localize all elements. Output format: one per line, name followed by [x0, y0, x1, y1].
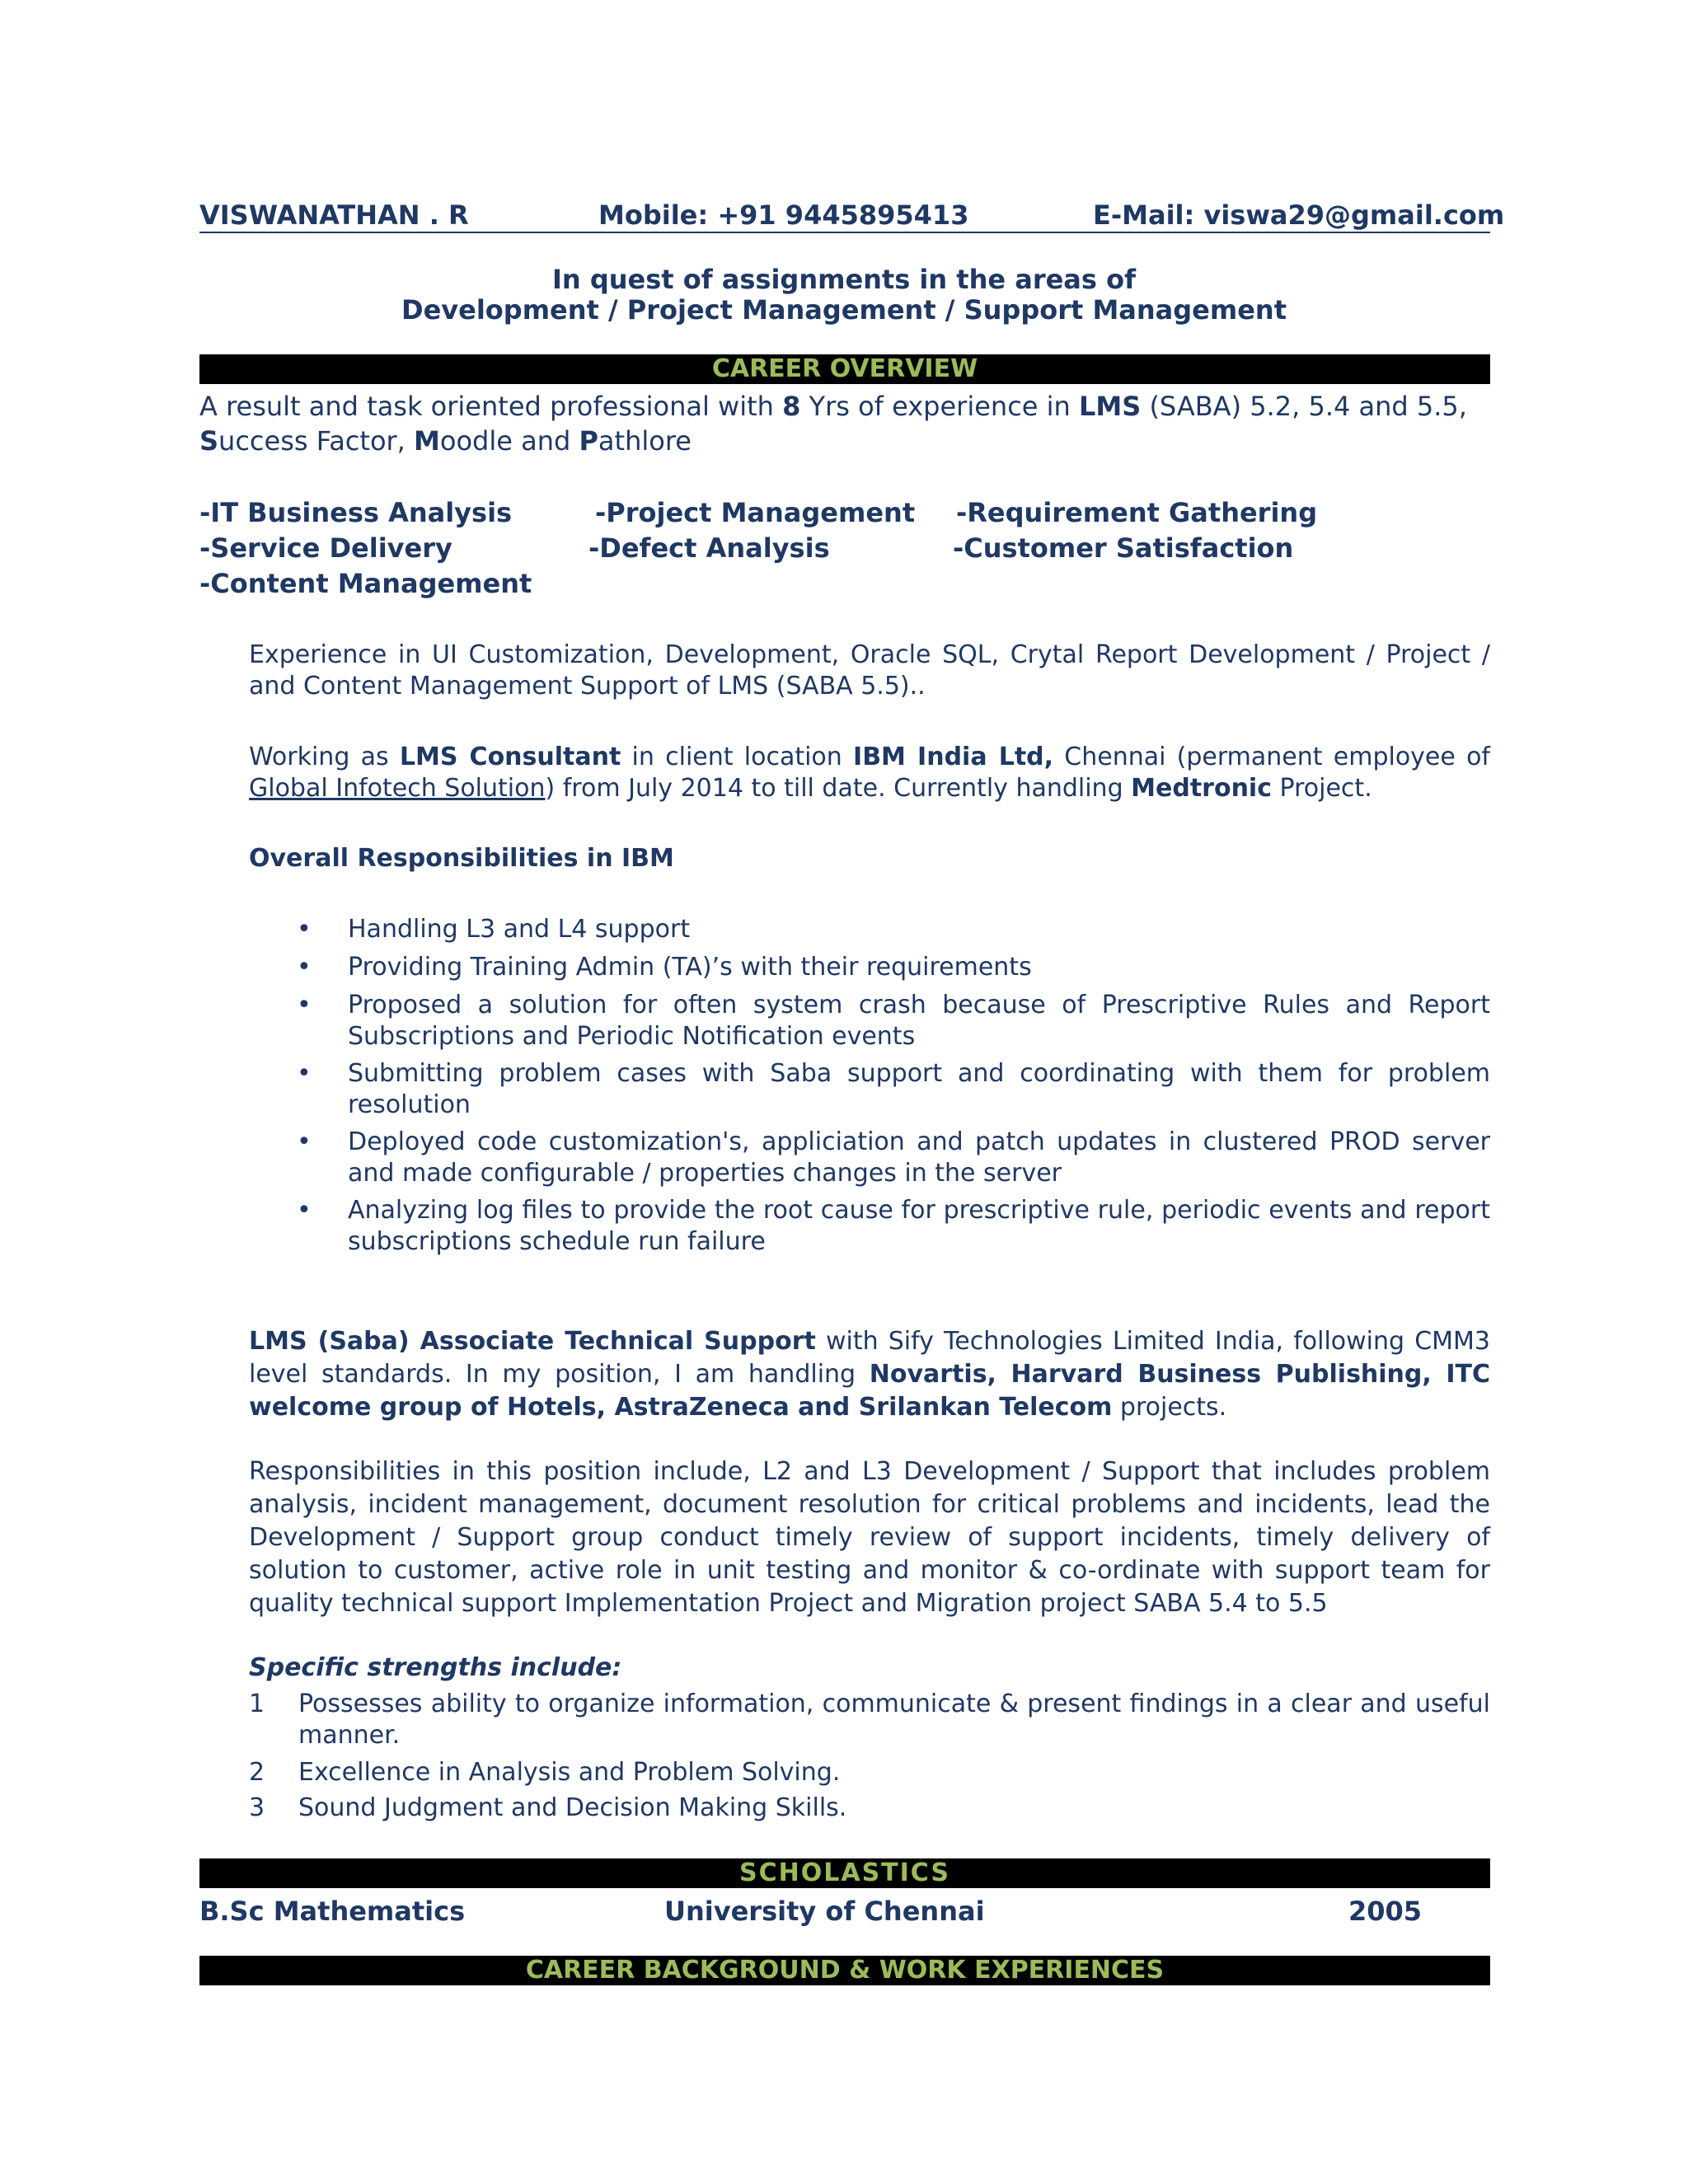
email-address: E-Mail: viswa29@gmail.com — [1093, 199, 1505, 231]
career-overview-heading: CAREER OVERVIEW — [199, 354, 1490, 384]
skill-item: -IT Business Analysis — [199, 497, 513, 528]
bullet-icon: • — [297, 991, 312, 1019]
candidate-name: VISWANATHAN . R — [199, 199, 469, 231]
employer-link: Global Infotech Solution — [249, 774, 546, 803]
mobile-number: Mobile: +91 9445895413 — [598, 199, 969, 231]
list-item: Submitting problem cases with Saba support and coordinating with them for problem resolution — [348, 1059, 1490, 1119]
overview-intro: A result and task oriented professional with 8 Yrs of experience in LMS (SABA) 5.2, 5.4 and 5.5, — [199, 391, 1467, 422]
bullet-icon: • — [297, 915, 312, 944]
objective-line-1: In quest of assignments in the areas of — [552, 264, 1136, 295]
skill-item: -Content Management — [199, 568, 532, 599]
strengths-heading: Specific strengths include: — [249, 1653, 622, 1682]
skill-item: -Customer Satisfaction — [953, 532, 1294, 564]
career-background-heading: CAREER BACKGROUND & WORK EXPERIENCES — [199, 1956, 1490, 1985]
list-item: Providing Training Admin (TA)’s with their requirements — [348, 953, 1032, 982]
current-position: Working as LMS Consultant in client location IBM India Ltd, Chennai (permanent employee of Global Infotech Solution) from July 2014 to till date. Currently handling Medtronic Project. — [249, 743, 1490, 803]
objective-line-2: Development / Project Management / Support Management — [401, 294, 1287, 326]
header-divider — [199, 232, 1490, 233]
strength-number: 3 — [249, 1793, 265, 1822]
strength-item: Excellence in Analysis and Problem Solving. — [298, 1758, 841, 1787]
strength-item: Sound Judgment and Decision Making Skills. — [298, 1793, 847, 1822]
bullet-icon: • — [297, 953, 312, 982]
previous-position: LMS (Saba) Associate Technical Support with Sify Technologies Limited India, following CMM3 level standards. In my position, I am handling Novartis, Harvard Business Publishing, ITC welcome group of Hotels, AstraZeneca and Srilankan Telecom projects. — [249, 1327, 1491, 1422]
bullet-icon: • — [297, 1196, 312, 1225]
ibm-responsibilities-heading: Overall Responsibilities in IBM — [249, 844, 674, 873]
skill-item: -Defect Analysis — [588, 532, 830, 564]
strength-item: Possesses ability to organize information, communicate & present findings in a clear and useful manner. — [298, 1690, 1490, 1750]
strength-number: 1 — [249, 1690, 265, 1718]
degree: B.Sc Mathematics — [199, 1896, 466, 1927]
skill-item: -Requirement Gathering — [956, 497, 1318, 528]
bullet-icon: • — [297, 1059, 312, 1088]
university: University of Chennai — [664, 1896, 985, 1927]
list-item: Proposed a solution for often system crash because of Prescriptive Rules and Report Subscriptions and Periodic Notification events — [348, 991, 1490, 1051]
graduation-year: 2005 — [1348, 1896, 1423, 1927]
overview-platforms: Success Factor, Moodle and Pathlore — [199, 425, 692, 457]
responsibilities-paragraph: Responsibilities in this position include, L2 and L3 Development / Support that includes problem analysis, incident management, document resolution for critical problems and incidents, lead the Development / Support group conduct timely review of support incidents, timely delivery of solution to customer, active role in unit testing and monitor & co-ordinate with support team for quality technical support Implementation Project and Migration project SABA 5.4 to 5.5 — [249, 1457, 1490, 1618]
strength-number: 2 — [249, 1758, 265, 1787]
list-item: Handling L3 and L4 support — [348, 915, 691, 944]
list-item: Analyzing log files to provide the root cause for prescriptive rule, periodic events and report subscriptions schedule run failure — [348, 1196, 1490, 1256]
scholastics-heading: SCHOLASTICS — [199, 1858, 1490, 1888]
bullet-icon: • — [297, 1127, 312, 1156]
skill-item: -Service Delivery — [199, 532, 452, 564]
experience-summary: Experience in UI Customization, Development, Oracle SQL, Crytal Report Development / Project / and Content Management Support of LMS (SABA 5.5).. — [249, 640, 1490, 701]
skill-item: -Project Management — [595, 497, 916, 528]
list-item: Deployed code customization's, appliciation and patch updates in clustered PROD server and made configurable / properties changes in the server — [348, 1127, 1490, 1188]
